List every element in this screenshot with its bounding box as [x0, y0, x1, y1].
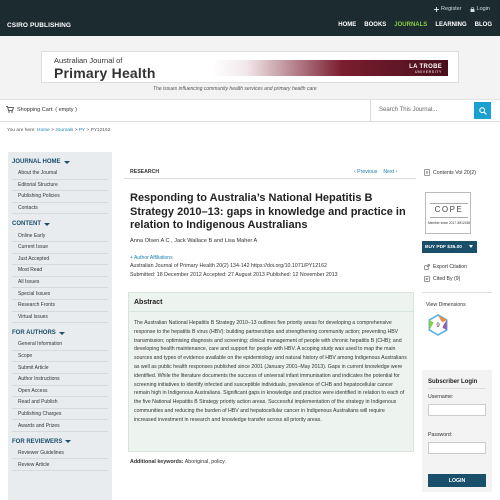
sidebar-item-awards[interactable]: Awards and Prizes — [12, 420, 108, 432]
sidebar-heading[interactable]: CONTENT — [12, 217, 108, 230]
article-pager — [354, 169, 397, 175]
keywords-label: Additional keywords: — [130, 459, 184, 465]
abstract-heading: Abstract — [129, 293, 413, 312]
article-type-label: RESEARCH — [130, 169, 160, 175]
sidebar-item-just-accepted[interactable]: Just Accepted — [12, 254, 108, 266]
top-header — [0, 0, 500, 36]
dimensions-badge-icon[interactable] — [427, 314, 449, 336]
sidebar-item-research-fronts[interactable]: Research Fronts — [12, 300, 108, 312]
article-citation: Australian Journal of Primary Health 20(2) 134-142 https://doi.org/10.1071/PY12162 — [130, 263, 327, 269]
brand-logo[interactable]: CSIRO PUBLISHING — [7, 22, 72, 29]
sidebar-item-online-early[interactable]: Online Early — [12, 230, 108, 242]
search-input[interactable]: Search This Journal... — [370, 100, 474, 121]
cope-logo-text: COPE — [434, 205, 464, 214]
journal-tagline: The issues influencing community health services and primary health care — [153, 86, 317, 92]
sidebar-item-review-article[interactable]: Review Article — [12, 459, 108, 471]
article-title: Responding to Australia’s National Hepatitis B Strategy 2010–13: gaps in knowledge and practice in relation to Indigenous Australians — [130, 192, 406, 231]
sidebar-item-most-read[interactable]: Most Read — [12, 265, 108, 277]
sidebar-item-editorial[interactable]: Editorial Structure — [12, 180, 108, 192]
main-nav — [338, 22, 492, 28]
author-affiliations-toggle[interactable]: + Author Affiliations — [130, 255, 173, 261]
journal-title-line1: Australian Journal of — [54, 56, 123, 65]
breadcrumb: You are here: Home > Journals > PY > PY12162 — [7, 128, 111, 133]
sidebar-item-scope[interactable]: Scope — [12, 351, 108, 363]
sidebar-item-author-instructions[interactable]: Author Instructions — [12, 374, 108, 386]
subscriber-login-panel — [422, 370, 492, 492]
username-label: Username: — [428, 394, 454, 400]
view-dimensions-label[interactable]: View Dimensions — [426, 302, 466, 308]
sidebar-item-special-issues[interactable]: Special Issues — [12, 288, 108, 300]
export-citation-link[interactable]: Export Citation — [424, 264, 467, 270]
caret-down-icon — [64, 161, 70, 164]
sponsor-logo: LA TROBE UNIVERSITY — [409, 64, 442, 74]
sidebar-heading[interactable]: JOURNAL HOME — [12, 155, 108, 168]
search-row — [0, 100, 500, 122]
sidebar-item-contacts[interactable]: Contacts — [12, 203, 108, 215]
next-link[interactable]: Next › — [383, 169, 398, 175]
sidebar-item-virtual-issues[interactable]: Virtual Issues — [12, 312, 108, 324]
keywords-value: Aboriginal, policy. — [184, 459, 226, 465]
sidebar-item-all-issues[interactable]: All Issues — [12, 277, 108, 289]
buy-pdf-button[interactable]: BUY PDF $35.00 — [422, 241, 477, 253]
sidebar-item-policies[interactable]: Publishing Policies — [12, 191, 108, 203]
caret-down-icon — [44, 223, 50, 226]
sidebar-heading[interactable]: FOR AUTHORS — [12, 326, 108, 339]
article-authors[interactable]: Anna Olsen A C , Jack Wallace B and Lisa Maher A — [130, 238, 258, 244]
password-field[interactable] — [428, 442, 486, 454]
password-label: Password: — [428, 432, 453, 438]
nav-blog[interactable]: BLOG — [474, 22, 492, 28]
sidebar-section-content — [8, 214, 112, 323]
breadcrumb-home[interactable]: Home — [36, 128, 50, 133]
account-links — [434, 6, 490, 12]
cope-badge[interactable] — [425, 192, 471, 234]
cited-by-link[interactable]: Cited By (9) — [424, 276, 460, 282]
divider — [124, 178, 416, 179]
abstract-panel — [128, 292, 414, 452]
previous-link[interactable]: ‹ Previous — [354, 169, 378, 175]
search-button[interactable] — [474, 102, 491, 119]
breadcrumb-journals[interactable]: Journals — [55, 128, 74, 133]
nav-learning[interactable]: LEARNING — [435, 22, 467, 28]
nav-books[interactable]: BOOKS — [364, 22, 387, 28]
subscriber-login-heading: Subscriber Login — [428, 379, 478, 385]
cart-label: Shopping Cart: ( empty ) — [17, 106, 77, 113]
search-icon — [479, 107, 487, 115]
sidebar-item-reviewer-guidelines[interactable]: Reviewer Guidelines — [12, 448, 108, 460]
nav-journals[interactable]: JOURNALS — [394, 22, 428, 28]
sidebar-section-journal-home — [8, 152, 112, 214]
register-icon — [434, 7, 439, 12]
divider — [428, 388, 486, 389]
register-link[interactable]: Register — [434, 6, 461, 12]
sidebar-section-for-authors — [8, 323, 112, 432]
journal-banner[interactable] — [41, 51, 459, 83]
sidebar-item-submit-article[interactable]: Submit Article — [12, 362, 108, 374]
journal-title-line2: Primary Health — [54, 65, 156, 81]
sidebar-item-read-and-publish[interactable]: Read and Publish — [12, 397, 108, 409]
cope-membership: Member since 2017 JM12158 — [428, 221, 470, 225]
breadcrumb-current: PY12162 — [90, 128, 111, 133]
sidebar-item-publishing-charges[interactable]: Publishing Charges — [12, 409, 108, 421]
sidebar-section-for-reviewers — [8, 432, 112, 471]
issue-contents-link[interactable]: Contents Vol 20(2) — [424, 169, 476, 176]
sidebar-item-current-issue[interactable]: Current Issue — [12, 242, 108, 254]
cited-by-icon — [424, 276, 430, 282]
login-button[interactable]: LOGIN — [428, 474, 486, 487]
breadcrumb-py[interactable]: PY — [78, 128, 86, 133]
abstract-text: The Australian National Hepatitis B Strategy 2010–13 outlines five priority areas for developing a comprehensive response to the hepatitis B virus (HBV): building partnerships and strengthening community action; preventing HBV transmission; optimising diagnosis and screening; clinical management of people with chronic hepatitis B (CHB); and developing health maintenance, care and support for people with HBV. A scoping study was used to map the main sources and types of evidence available on the epidemiology and natural history of HBV among Indigenous Australians as well as public health responses published since 2001 (January 2001–May 2013). Gaps in current knowledge were identified. While the literature documents the success of universal infant immunisation and indicates the potential for screening initiatives to identify infected and susceptible individuals, prevalence of CHB and hepatocellular cancer remain high in Indigenous Australians. Significant gaps in knowledge and practice were identified in relation to each of the five National Hepatitis B Strategy priority action areas. Successful implementation of the strategy in Indigenous communities and reducing the burden of HBV and hepatocellular cancer in Indigenous Australians will require increased investment in research and knowledge transfer across all priority areas. — [134, 320, 407, 423]
caret-down-icon — [59, 332, 65, 335]
article-dates: Submitted: 18 December 2012 Accepted: 27 August 2013 Published: 12 November 2013 — [130, 272, 338, 278]
dimensions-count: 9 — [436, 323, 440, 330]
left-sidebar — [8, 152, 112, 500]
sidebar-item-general-information[interactable]: General Information — [12, 339, 108, 351]
username-field[interactable] — [428, 404, 486, 416]
shopping-cart[interactable] — [6, 106, 77, 113]
document-icon — [424, 169, 430, 176]
caret-down-icon — [65, 440, 71, 443]
keywords — [130, 459, 226, 465]
journal-banner-area — [0, 36, 500, 100]
lock-icon — [470, 7, 475, 12]
nav-home[interactable]: HOME — [338, 22, 357, 28]
divider — [422, 292, 492, 293]
sidebar-item-about[interactable]: About the Journal — [12, 168, 108, 180]
export-icon — [424, 264, 430, 270]
cart-icon — [6, 106, 14, 113]
sidebar-heading[interactable]: FOR REVIEWERS — [12, 435, 108, 448]
dropdown-caret-icon — [469, 245, 473, 248]
login-link[interactable]: Login — [470, 6, 490, 12]
sidebar-item-open-access[interactable]: Open Access — [12, 386, 108, 398]
